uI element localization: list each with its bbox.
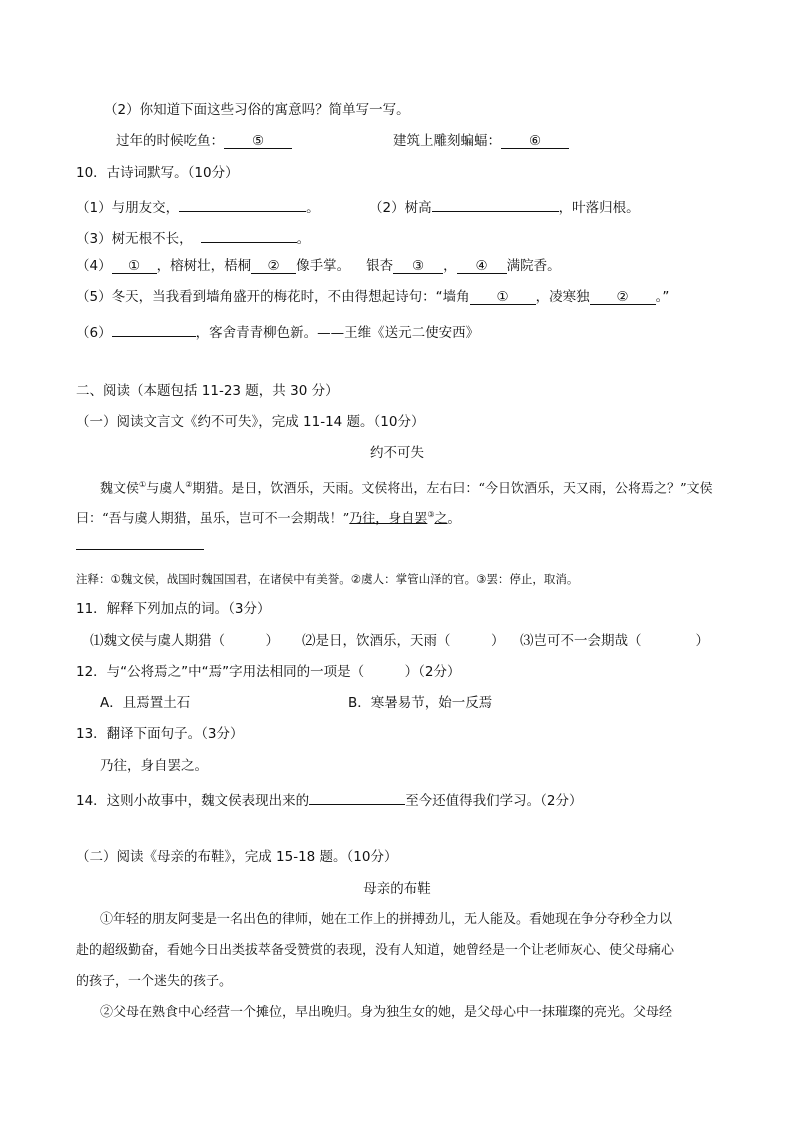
footnote-ref-3: ③	[427, 510, 435, 519]
passage1-text-3: 期猎。是日，饮酒乐，天雨。文侯将出，左右曰：“今日饮酒乐，天又雨，公将焉之？”文侯	[192, 481, 713, 497]
passage1-line2	[76, 506, 461, 528]
q10-line3	[76, 257, 561, 275]
section2-title: 二、阅读（本题包括 11-23 题，共 30 分）	[76, 383, 339, 399]
q10-6-text: （6）	[76, 325, 112, 341]
q10-line4	[76, 288, 669, 306]
q10-2-end: ，叶落归根。	[558, 200, 640, 216]
q9-2-item1-label: 过年的时候吃鱼：	[116, 133, 224, 149]
q10-4-end: 满院香。	[506, 258, 561, 274]
q11-a[interactable]: ⑴魏文侯与虞人期猎（ ）	[90, 633, 279, 649]
q10-4-blank-2[interactable]: ②	[251, 257, 296, 274]
q10-4-text: （4）	[76, 258, 112, 274]
passage1-text-1: 魏文侯	[100, 481, 140, 497]
blank-6[interactable]: ⑥	[501, 132, 569, 149]
passage1-line1	[100, 476, 713, 498]
q10-5-text: （5）冬天，当我看到墙角盛开的梅花时，不由得想起诗句：“墙角	[76, 289, 470, 305]
q11-title: 11．解释下列加点的词。（3分）	[76, 601, 271, 617]
q10-3-end: 。	[296, 231, 311, 247]
q10-4-mid2: 像手掌。	[296, 258, 351, 274]
passage1-underlined-1: 乃往，身自罢	[349, 511, 428, 527]
passage2-p1-line2: 赴的超级勤奋，看她今日出类拔萃备受赞赏的表现，没有人知道，她曾经是一个让老师灰心、使父母痛心	[76, 943, 675, 958]
q14-blank[interactable]	[309, 788, 405, 805]
q10-line2	[76, 226, 310, 248]
q9-2-prompt: （2）你知道下面这些习俗的寓意吗？简单写一写。	[104, 102, 410, 118]
q9-2-item2	[393, 132, 569, 150]
footnote: 注释：①魏文侯，战国时魏国国君，在诸侯中有美誉。②虞人：掌管山泽的官。③罢：停止，取消。	[76, 572, 579, 586]
passage1-text-5: 。	[447, 511, 461, 527]
passage2-p2-line1: ②父母在熟食中心经营一个摊位，早出晚归。身为独生女的她，是父母心中一抹璀璨的亮光。父母经	[100, 1005, 673, 1020]
q10-5-mid: ，凌寒独	[535, 289, 590, 305]
q10-line1	[76, 195, 320, 217]
passage1-text-4: 曰：“吾与虞人期猎，虽乐，岂可不一会期哉！”	[76, 511, 350, 527]
q13-sentence: 乃往，身自罢之。	[100, 758, 208, 774]
q10-1-blank[interactable]	[179, 195, 306, 212]
q9-2-item1	[116, 132, 292, 150]
q10-5-end: 。”	[655, 289, 670, 305]
q10-5-blank-1[interactable]: ①	[470, 288, 536, 305]
passage2-p1-line3: 的孩子，一个迷失的孩子。	[76, 974, 233, 989]
part1-title: （一）阅读文言文《约不可失》，完成 11-14 题。（10分）	[76, 414, 425, 430]
footnote-ref-1: ①	[139, 480, 147, 489]
q11-b[interactable]: ⑵是日，饮酒乐，天雨（ ）	[302, 633, 505, 649]
part2-title: （二）阅读《母亲的布鞋》，完成 15-18 题。（10分）	[76, 849, 398, 865]
passage2-p1-line1: ①年轻的朋友阿斐是一名出色的律师，她在工作上的拼搏劲儿，无人能及。看她现在争分夺秒全力以	[100, 912, 673, 927]
footnote-divider	[76, 549, 204, 550]
q10-4-mid3: 银杏	[366, 258, 394, 274]
q12-title: 12．与“公将焉之”中“焉”字用法相同的一项是（ ）（2分）	[76, 664, 461, 680]
q10-4-mid4: ，	[443, 258, 457, 274]
q10-5-blank-2[interactable]: ②	[590, 288, 656, 305]
q10-6-end: ，客舍青青柳色新。——王维《送元二使安西》	[195, 325, 480, 341]
q10-3-blank[interactable]	[201, 226, 297, 243]
q10-4-mid1: ，榕树壮，梧桐	[156, 258, 252, 274]
passage1-text-2: 与虞人	[146, 481, 186, 497]
q10-4-blank-4[interactable]: ④	[457, 257, 507, 274]
blank-5[interactable]: ⑤	[224, 132, 292, 149]
q10-line5	[76, 320, 479, 342]
q10-1-text: （1）与朋友交，	[76, 200, 180, 216]
q10-title: 10．古诗词默写。（10分）	[76, 165, 239, 181]
q12-option-a[interactable]: A．且焉置土石	[100, 695, 191, 711]
passage1-underlined-2: 之	[434, 511, 448, 527]
q9-2-item2-label: 建筑上雕刻蝙蝠：	[393, 133, 501, 149]
q11-c[interactable]: ⑶岂可不一会期哉（ ）	[520, 633, 709, 649]
passage2-title: 母亲的布鞋	[363, 881, 431, 897]
q12-option-b[interactable]: B．寒暑易节，始一反焉	[348, 695, 493, 711]
q10-2-text: （2）树高	[369, 200, 432, 216]
q10-6-blank[interactable]	[112, 320, 196, 337]
passage1-title: 约不可失	[370, 445, 424, 461]
q10-1-end: 。	[306, 200, 320, 216]
footnote-ref-2: ②	[185, 480, 193, 489]
q14	[76, 788, 583, 810]
q10-3-text: （3）树无根不长，	[76, 231, 193, 247]
q13-title: 13．翻译下面句子。（3分）	[76, 726, 244, 742]
q10-line1-part2	[369, 195, 640, 217]
q10-4-blank-1[interactable]: ①	[112, 257, 157, 274]
q10-2-blank[interactable]	[432, 195, 559, 212]
q14-text-1: 14．这则小故事中，魏文侯表现出来的	[76, 793, 310, 809]
q14-text-2: 至今还值得我们学习。（2分）	[405, 793, 583, 809]
q10-4-blank-3[interactable]: ③	[393, 257, 443, 274]
